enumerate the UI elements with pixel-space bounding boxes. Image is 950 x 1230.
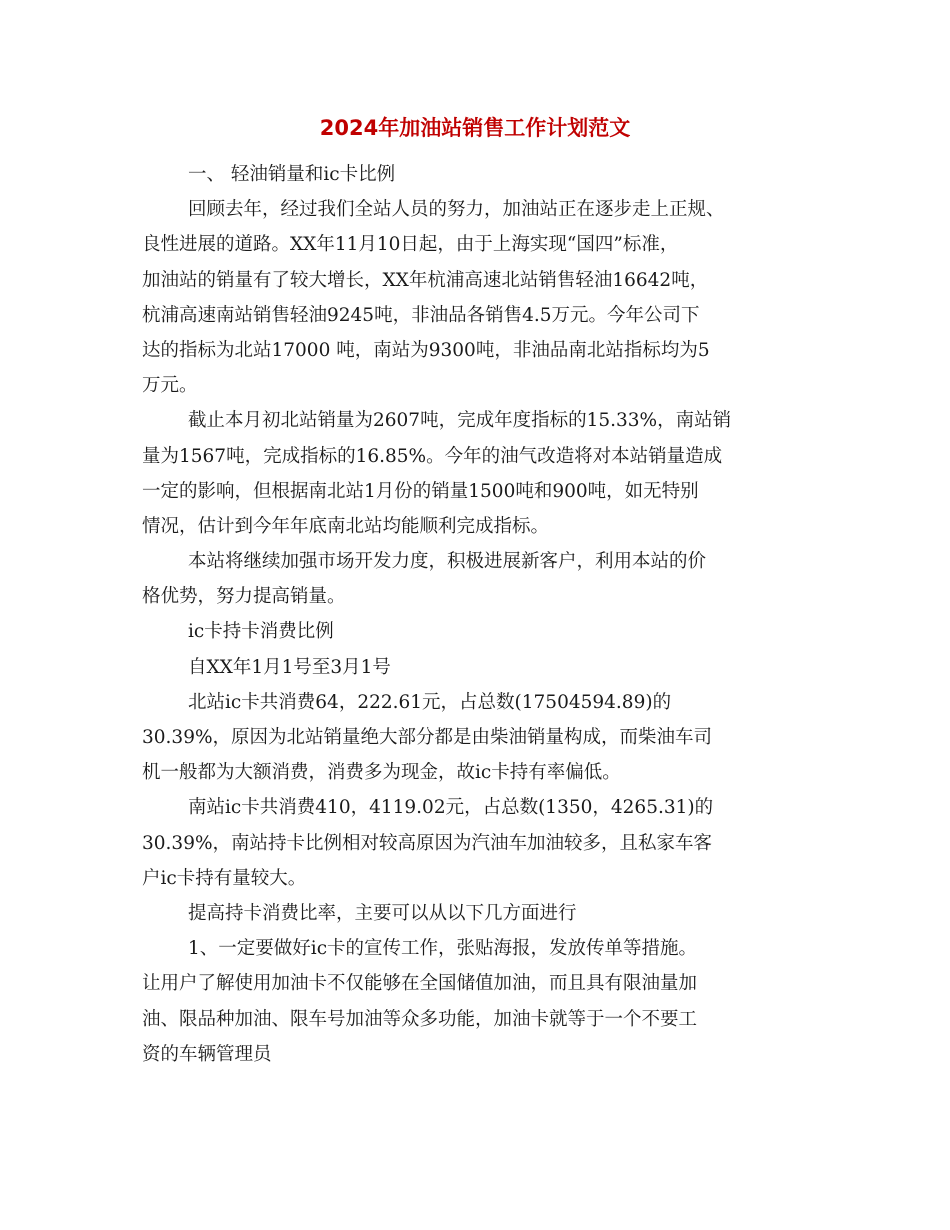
text-line: 量为1567吨，完成指标的16.85%。今年的油气改造将对本站销量造成 xyxy=(142,445,723,467)
text-line: 户ic卡持有量较大。 xyxy=(142,867,307,889)
text-line: 截止本月初北站销量为2607吨，完成年度指标的15.33%，南站销 xyxy=(188,410,732,432)
text-line: 达的指标为北站17000 吨，南站为9300吨，非油品南北站指标均为5 xyxy=(142,339,710,361)
text-line: 本站将继续加强市场开发力度，积极进展新客户，利用本站的价 xyxy=(188,551,707,573)
text-line: 提高持卡消费比率，主要可以从以下几方面进行 xyxy=(188,902,577,924)
text-line: 1、一定要做好ic卡的宣传工作，张贴海报，发放传单等措施。 xyxy=(188,938,698,960)
text-line: 资的车辆管理员 xyxy=(142,1043,272,1065)
text-line: 北站ic卡共消费64，222.61元，占总数(17504594.89)的 xyxy=(188,691,672,713)
text-line: 情况，估计到今年年底南北站均能顺利完成指标。 xyxy=(142,515,550,537)
text-line: 良性进展的道路。XX年11月10日起，由于上海实现“国四”标准， xyxy=(142,234,679,256)
text-line: 30.39%，原因为北站销量绝大部分都是由柴油销量构成，而柴油车司 xyxy=(142,727,713,748)
text-line: 让用户了解使用加油卡不仅能够在全国储值加油，而且具有限油量加 xyxy=(142,973,698,995)
text-line: 油、限品种加油、限车号加油等众多功能，加油卡就等于一个不要工 xyxy=(142,1008,698,1030)
text-line: 一定的影响，但根据南北站1月份的销量1500吨和900吨，如无特别 xyxy=(142,480,699,502)
text-line: ic卡持卡消费比例 xyxy=(188,621,334,643)
text-line: 自XX年1月1号至3月1号 xyxy=(188,656,391,678)
text-line: 万元。 xyxy=(142,375,198,397)
text-line: 加油站的销量有了较大增长，XX年杭浦高速北站销售轻油16642吨， xyxy=(142,269,709,291)
text-line: 回顾去年，经过我们全站人员的努力，加油站正在逐步走上正规、 xyxy=(188,199,725,221)
text-line: 机一般都为大额消费，消费多为现金，故ic卡持有率偏低。 xyxy=(142,762,621,784)
text-line: 格优势，努力提高销量。 xyxy=(142,586,346,608)
document-title: 2024年加油站销售工作计划范文 xyxy=(319,116,631,140)
text-line: 杭浦高速南站销售轻油9245吨，非油品各销售4.5万元。今年公司下 xyxy=(142,304,700,326)
document-body xyxy=(142,157,812,1072)
text-line: 南站ic卡共消费410，4119.02元，占总数(1350，4265.31)的 xyxy=(188,797,714,819)
text-line: 30.39%，南站持卡比例相对较高原因为汽油车加油较多，且私家车客 xyxy=(142,832,713,854)
text-line: 一、 轻油销量和ic卡比例 xyxy=(188,164,396,185)
